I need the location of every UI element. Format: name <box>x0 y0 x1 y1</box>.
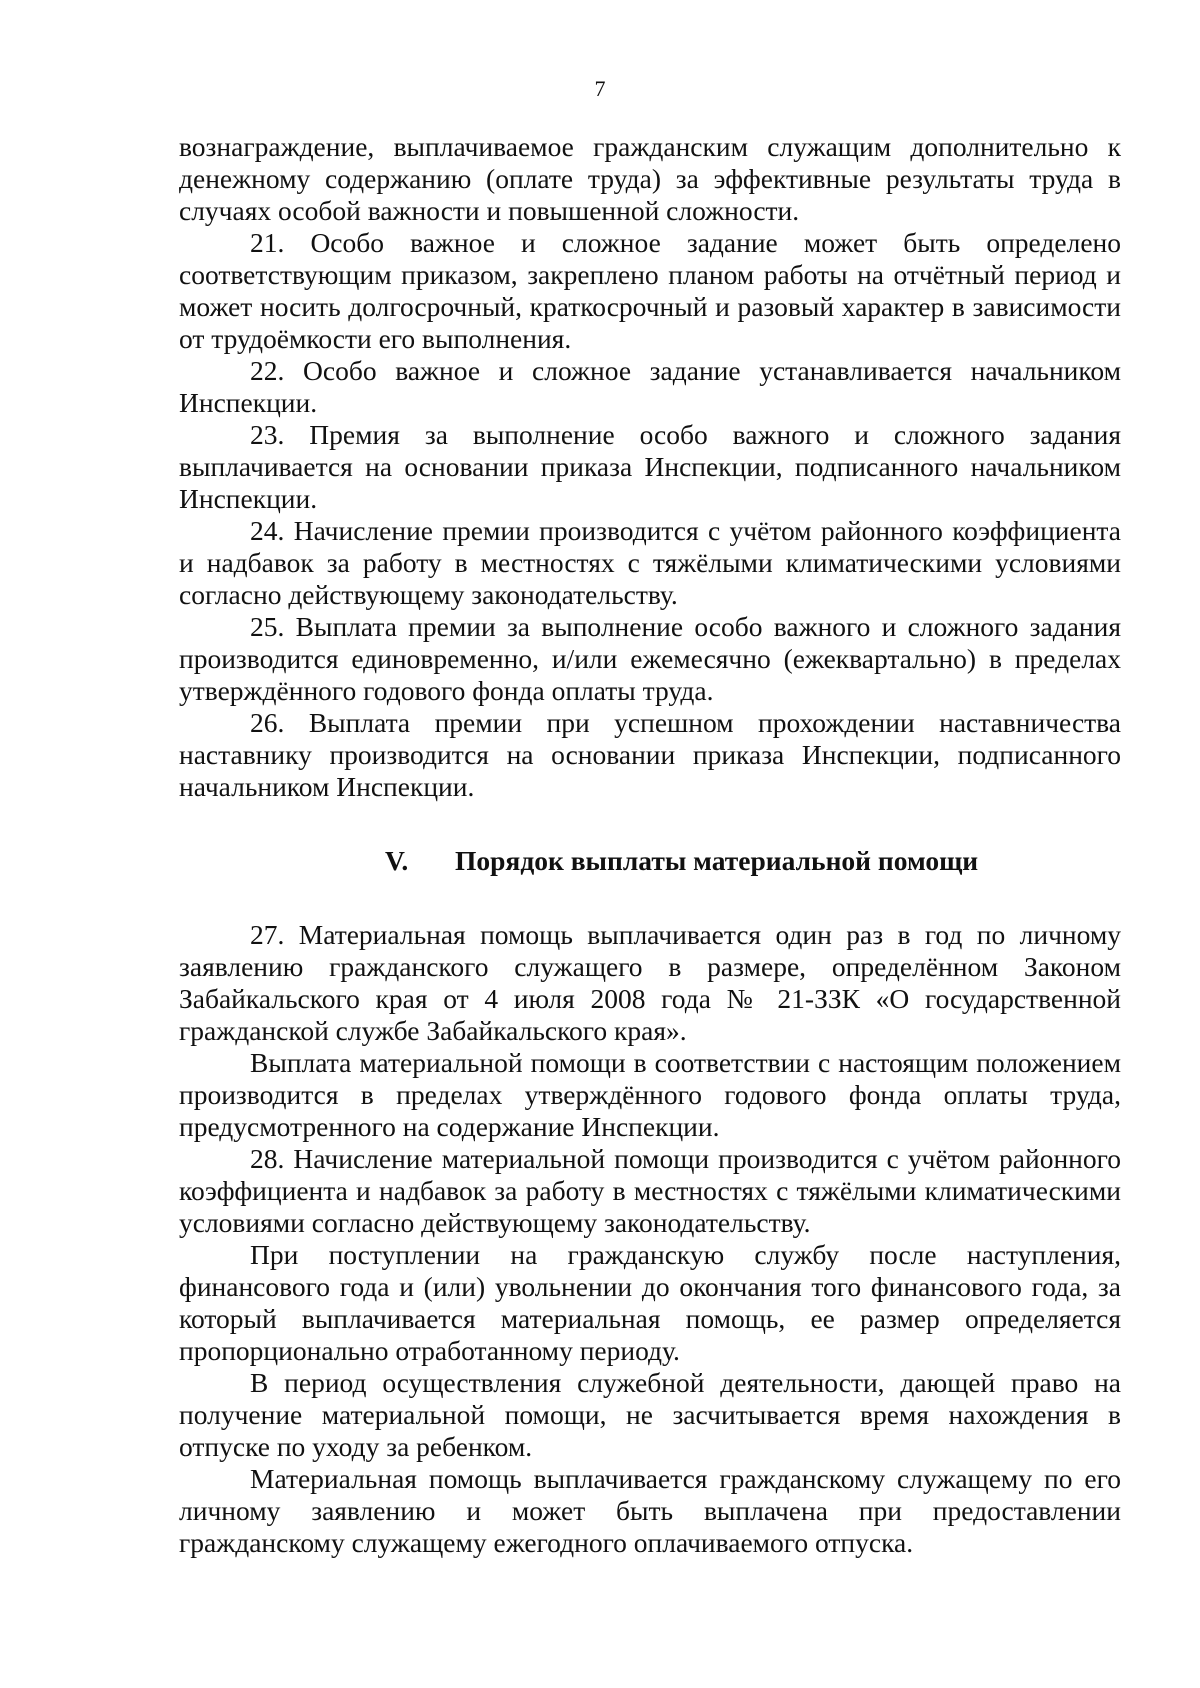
paragraph: Материальная помощь выплачивается гражданскому служащему по его личному заявлению и может быть выплачена при предоставлении гражданскому служащему ежегодного оплачиваемого отпуска. <box>179 1463 1121 1558</box>
paragraph-23: 23. Премия за выполнение особо важного и сложного задания выплачивается на основании приказа Инспекции, подписанного начальником Инспекции. <box>179 419 1121 514</box>
paragraph-27: 27. Материальная помощь выплачивается один раз в год по личному заявлению гражданского служащего в размере, определённом Законом Забайкальского края от 4 июля 2008 года № 21-ЗЗК «О государственной гражданской службе Забайкальского края». <box>179 919 1121 1046</box>
document-body <box>179 131 1121 1559</box>
paragraph-21: 21. Особо важное и сложное задание может быть определено соответствующим приказом, закреплено планом работы на отчётный период и может носить долгосрочный, краткосрочный и разовый характер в зависимости от трудоёмкости его выполнения. <box>179 227 1121 354</box>
paragraph: Выплата материальной помощи в соответствии с настоящим положением производится в пределах утверждённого годового фонда оплаты труда, предусмотренного на содержание Инспекции. <box>179 1047 1121 1142</box>
paragraphs-bottom <box>179 919 1121 1559</box>
paragraph-24: 24. Начисление премии производится с учётом районного коэффициента и надбавок за работу в местностях с тяжёлыми климатическими условиями согласно действующему законодательству. <box>179 515 1121 610</box>
section-heading <box>179 845 1121 877</box>
paragraph: вознаграждение, выплачиваемое гражданским служащим дополнительно к денежному содержанию (оплате труда) за эффективные результаты труда в случаях особой важности и повышенной сложности. <box>179 131 1121 226</box>
paragraph-28: 28. Начисление материальной помощи производится с учётом районного коэффициента и надбавок за работу в местностях с тяжёлыми климатическими условиями согласно действующему законодательству. <box>179 1143 1121 1238</box>
paragraph-26: 26. Выплата премии при успешном прохождении наставничества наставнику производится на основании приказа Инспекции, подписанного начальником Инспекции. <box>179 707 1121 802</box>
section-title: Порядок выплаты материальной помощи <box>455 845 979 876</box>
page-number: 7 <box>594 76 606 101</box>
paragraph-25: 25. Выплата премии за выполнение особо важного и сложного задания производится единовременно, и/или ежемесячно (ежеквартально) в пределах утверждённого годового фонда оплаты труда. <box>179 611 1121 706</box>
paragraph: В период осуществления служебной деятельности, дающей право на получение материальной помощи, не засчитывается время нахождения в отпуске по уходу за ребенком. <box>179 1367 1121 1462</box>
paragraph: При поступлении на гражданскую службу после наступления, финансового года и (или) увольнении до окончания того финансового года, за который выплачивается материальная помощь, ее размер определяется пропорционально отработанному периоду. <box>179 1239 1121 1366</box>
paragraphs-top <box>179 131 1121 803</box>
paragraph-22: 22. Особо важное и сложное задание устанавливается начальником Инспекции. <box>179 355 1121 418</box>
section-number: V. <box>385 845 409 876</box>
